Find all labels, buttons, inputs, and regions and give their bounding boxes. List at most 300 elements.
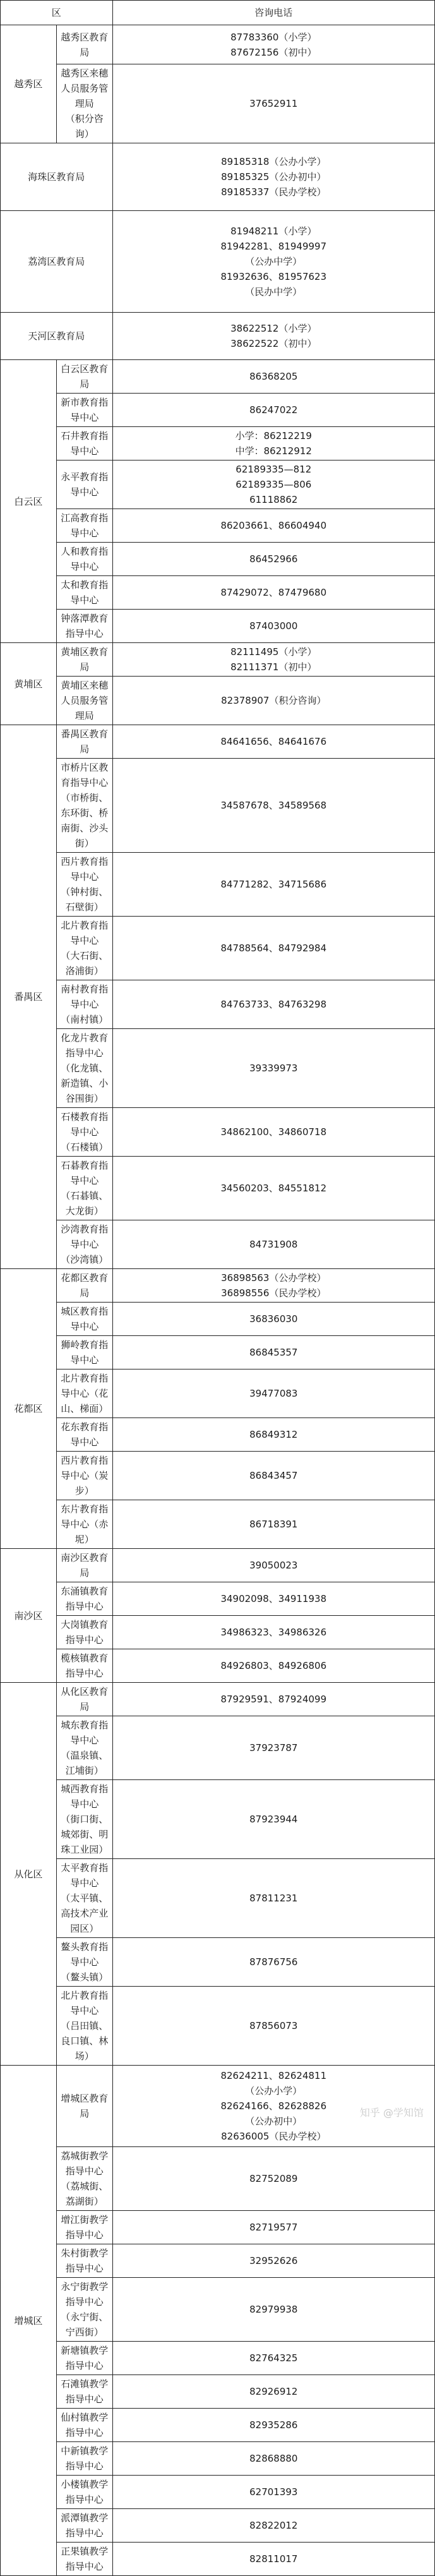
org-cell [56,1938,112,1987]
phone-cell [112,1500,434,1549]
table-row [1,1938,435,1987]
table-row [1,643,435,677]
org-cell [56,610,112,643]
phone-cell [112,2476,434,2509]
phone-cell [112,1220,434,1269]
phone-number: 87429072、87479680 [220,587,327,598]
org-cell [56,25,112,64]
table-row [1,917,435,980]
table-header-row [1,1,435,25]
org-cell [56,1336,112,1369]
org-name: （石楼镇） [61,1141,109,1153]
table-row [1,2442,435,2476]
org-cell [1,211,113,313]
org-name: （钟村街、石壁街） [61,886,109,913]
org-name: 正果镇教学指导中心 [61,2546,109,2572]
phone-number: 82111371（初中） [230,661,317,673]
org-name: 仙村镇教学指导中心 [61,2412,109,2438]
org-name: 钟落潭教育指导中心 [61,613,109,639]
phone-number: 86845357 [249,1347,298,1358]
org-cell [56,2342,112,2375]
org-name: 白云区教育局 [61,363,109,390]
table-row [1,2278,435,2342]
table-row [1,1716,435,1780]
org-name: 番禺区教育局 [61,728,109,755]
phone-number: 89185325（公办初中） [221,171,326,183]
table-row [1,1303,435,1336]
phone-number: 87856073 [249,2020,298,2031]
table-row [1,394,435,427]
phone-cell [112,2244,434,2278]
org-cell [56,1369,112,1418]
org-name: 狮岭教育指导中心 [61,1339,109,1366]
phone-cell [112,64,434,143]
table-row [1,576,435,610]
table-row [1,2375,435,2409]
org-name: 花东教育指导中心 [61,1421,109,1448]
phone-number: 82636005（民办学校） [221,2131,326,2142]
watermark: 知乎 @学知馆 [359,2107,424,2119]
table-row [1,1369,435,1418]
table-row [1,1418,435,1452]
phone-cell [112,1582,434,1616]
table-row [1,2211,435,2244]
phone-number: 84771282、34715686 [220,879,327,890]
org-cell [56,2409,112,2442]
org-cell [56,853,112,917]
org-cell [56,427,112,460]
org-cell [56,759,112,853]
phone-number: 81942281、81949997 [220,241,327,252]
phone-number: 89185318（公办小学） [221,156,326,167]
org-cell [56,1549,112,1582]
phone-number: 84788564、84792984 [220,942,327,954]
org-name: 西片教育指导中心 [61,856,109,882]
phone-cell [112,1716,434,1780]
phone-number: 82811017 [249,2553,298,2565]
org-name: （积分咨询） [65,113,104,140]
org-cell [56,2509,112,2543]
phone-cell [112,677,434,725]
org-name: 海珠区教育局 [28,171,85,183]
org-cell [56,1500,112,1549]
table-row [1,360,435,394]
org-cell [56,1418,112,1452]
phone-number: 82979938 [249,2304,298,2315]
table-row [1,1987,435,2066]
phone-cell [112,2211,434,2244]
org-name: 黄埔区来穗人员服务管理局 [61,680,109,721]
org-name: 鳌头教育指导中心 [61,1941,109,1968]
phone-cell [112,576,434,610]
org-cell [56,1029,112,1108]
org-name: 沙湾教育指导中心 [61,1224,109,1250]
header-phone: 咨询电话 [112,1,434,25]
phone-cell [112,2278,434,2342]
org-name: 荔湾区教育局 [28,256,85,267]
org-cell [56,543,112,576]
table-row [1,1029,435,1108]
org-name: （沙湾镇） [61,1254,109,1265]
phone-cell [112,1369,434,1418]
phone-number: 82935286 [249,2419,298,2431]
org-name: 派潭镇教学指导中心 [61,2512,109,2539]
phone-cell [112,1649,434,1683]
table-row [1,25,435,64]
phone-number: 34560203、84551812 [220,1183,327,1194]
org-cell [56,1582,112,1616]
org-cell [56,2442,112,2476]
org-name: 石楼教育指导中心 [61,1111,109,1138]
org-name: 北片教育指导中心 [61,920,109,946]
org-cell [56,980,112,1029]
table-row [1,1220,435,1269]
phone-cell [112,1987,434,2066]
phone-number: 34862100、34860718 [220,1126,327,1138]
phone-number: 36898563（公办学校） [221,1272,326,1284]
org-name: 人和教育指导中心 [61,546,109,572]
phone-number: 37923787 [249,1742,298,1754]
phone-number: 39339973 [249,1062,298,1074]
table-row [1,1582,435,1616]
phone-number: （公办初中） [245,2116,302,2127]
phone-cell [112,1269,434,1303]
table-row [1,427,435,460]
table-row [1,2543,435,2576]
table-row [1,1157,435,1220]
org-name: 南沙区教育局 [61,1552,109,1579]
org-cell [56,1157,112,1220]
table-row [1,1780,435,1859]
phone-cell [112,1452,434,1500]
org-cell [56,1780,112,1859]
org-cell [56,460,112,509]
org-name: （大石街、洛浦街） [61,950,109,977]
org-name: 从化区教育局 [61,1686,109,1712]
org-name: 大岗镇教育指导中心 [61,1619,109,1646]
phone-cell [112,2442,434,2476]
org-name: 江高教育指导中心 [61,512,109,539]
phone-cell [112,759,434,853]
phone-cell [112,1029,434,1108]
phone-cell [112,1157,434,1220]
phone-number: 82624166、82628826 [220,2100,327,2112]
phone-cell [112,917,434,980]
org-cell [56,2278,112,2342]
phone-number: 36836030 [249,1313,298,1325]
phone-cell [112,1303,434,1336]
org-name: 天河区教育局 [28,330,85,342]
org-name: 太平教育指导中心 [61,1862,109,1889]
phone-cell [112,211,434,313]
phone-cell [112,1549,434,1582]
org-cell [56,2066,112,2147]
table-row [1,759,435,853]
org-name: （街口街、城郊街、明珠工业园） [61,1814,109,1855]
table-row [1,1683,435,1716]
phone-number: 87876756 [249,1956,298,1968]
phone-number: 82624211、82624811 [220,2070,327,2081]
phone-number: （民办中学） [245,286,302,298]
phone-cell [112,427,434,460]
phone-cell [112,2147,434,2211]
table-row [1,211,435,313]
org-cell [56,1303,112,1336]
org-name: 东片教育指导中心（赤坭） [61,1503,109,1545]
phone-number: 84763733、84763298 [220,999,327,1010]
org-name: 南村教育指导中心 [61,984,109,1010]
district-cell: 增城区 [1,2066,57,2576]
phone-number: 84731908 [249,1239,298,1250]
table-row [1,1549,435,1582]
table-row [1,1500,435,1549]
table-row [1,1336,435,1369]
org-name: （化龙镇、新造镇、小谷围街） [61,1062,109,1104]
phone-cell [112,1683,434,1716]
phone-number: 62189335—812 [235,464,312,475]
org-cell [56,509,112,543]
table-row [1,313,435,360]
phone-number: 81932636、81957623 [220,271,327,282]
header-district: 区 [1,1,113,25]
phone-number: 84641656、84641676 [220,736,327,747]
phone-number: 37652911 [249,98,298,109]
org-name: 越秀区来穗人员服务管理局 [61,68,109,109]
phone-number: 87783360（小学） [230,31,317,43]
org-name: 榄核镇教育指导中心 [61,1652,109,1679]
org-cell [56,917,112,980]
org-name: 增江街教学指导中心 [61,2214,109,2241]
org-name: 永宁街教学指导中心 [61,2281,109,2308]
org-name: （太平镇、高技术产业园区） [61,1893,109,1934]
phone-number: 82719577 [249,2222,298,2233]
phone-number: 86843457 [249,1470,298,1481]
phone-number: 86247022 [249,404,298,416]
phone-number: 38622512（小学） [230,323,317,334]
phone-cell [112,725,434,759]
org-cell [56,360,112,394]
org-cell [56,2244,112,2278]
org-name: 永平教育指导中心 [61,471,109,498]
phone-number: 81948211（小学） [230,226,317,237]
phone-cell [112,1859,434,1938]
phone-number: 39477083 [249,1388,298,1399]
phone-number: 82378907（积分咨询） [221,695,326,706]
phone-cell [112,1938,434,1987]
district-cell: 南沙区 [1,1549,57,1683]
district-cell: 花都区 [1,1269,57,1549]
district-cell: 白云区 [1,360,57,643]
phone-number: 86452966 [249,553,298,565]
org-name: 石井教育指导中心 [61,430,109,457]
org-name: 东涌镇教育指导中心 [61,1586,109,1612]
table-row [1,725,435,759]
org-name: （吕田镇、良口镇、林场） [61,2020,109,2062]
table-row [1,509,435,543]
org-cell [56,2147,112,2211]
phone-cell [112,1418,434,1452]
org-cell [56,64,112,143]
org-name: 城区教育指导中心 [61,1306,109,1332]
table-row [1,1269,435,1303]
phone-number: （公办小学） [245,2085,302,2097]
table-row [1,543,435,576]
phone-number: 中学：86212912 [235,445,312,457]
phone-number: 87811231 [249,1893,298,1904]
table-row [1,2342,435,2375]
org-cell [56,1452,112,1500]
org-cell [56,2211,112,2244]
table-row [1,2147,435,2211]
phone-number: 82111495（小学） [230,646,317,658]
org-name: 石碁教育指导中心 [61,1160,109,1186]
phone-number: 小学：86212219 [235,430,312,442]
org-cell [56,2543,112,2576]
phone-cell [112,460,434,509]
phone-number: 86203661、86604940 [220,520,327,531]
org-name: 小楼镇教学指导中心 [61,2479,109,2505]
phone-number: 87923944 [249,1814,298,1825]
phone-cell [112,2375,434,2409]
table-row [1,2409,435,2442]
phone-number: 36898556（民办学校） [221,1287,326,1299]
org-name: 增城区教育局 [61,2093,109,2119]
district-cell: 黄埔区 [1,643,57,725]
org-cell [56,576,112,610]
org-cell [56,677,112,725]
org-cell [56,394,112,427]
org-cell [56,2375,112,2409]
phone-cell [112,2543,434,2576]
org-cell [56,2476,112,2509]
phone-number: 34587678、34589568 [220,800,327,811]
org-name: （温泉镇、江埔街） [61,1750,109,1776]
org-cell [56,1108,112,1157]
phone-number: 87672156（初中） [230,46,317,58]
phone-cell [112,2409,434,2442]
table-row [1,677,435,725]
phone-cell [112,543,434,576]
phone-cell [112,980,434,1029]
org-name: 朱村街教学指导中心 [61,2248,109,2274]
org-name: 太和教育指导中心 [61,579,109,606]
table-row [1,610,435,643]
phone-cell [112,1780,434,1859]
phone-number: 84926803、84926806 [220,1660,327,1671]
table-row [1,2509,435,2543]
table-row [1,64,435,143]
table-row [1,143,435,211]
org-name: （南村镇） [61,1014,109,1025]
org-name: 化龙片教育指导中心 [61,1032,109,1059]
org-cell [56,1616,112,1649]
table-row [1,1452,435,1500]
phone-cell [112,1336,434,1369]
org-name: 花都区教育局 [61,1272,109,1299]
org-cell [56,643,112,677]
org-name: 新塘镇教学指导中心 [61,2345,109,2371]
phone-number: 87929591、87924099 [220,1694,327,1705]
phone-number: 89185337（民办学校） [221,186,326,198]
phone-cell [112,610,434,643]
phone-number: 82752089 [249,2173,298,2184]
phone-cell [112,1616,434,1649]
table-row [1,1108,435,1157]
phone-number: （公办中学） [245,256,302,267]
org-name: 中新镇教学指导中心 [61,2445,109,2472]
phone-number: 86368205 [249,371,298,382]
phone-cell [112,1108,434,1157]
org-name: 北片教育指导中心（花山、梯面） [61,1373,109,1414]
phone-cell [112,509,434,543]
org-name: （石碁镇、大龙街） [61,1190,109,1217]
phone-number: 32952626 [249,2255,298,2266]
table-row [1,2476,435,2509]
org-name: 黄埔区教育局 [61,646,109,673]
org-cell [56,1716,112,1780]
phone-cell [112,853,434,917]
org-cell [56,725,112,759]
phone-number: 82764325 [249,2352,298,2364]
phone-cell [112,25,434,64]
org-name: 市桥片区教育指导中心 [61,762,109,788]
org-name: 越秀区教育局 [61,31,109,58]
table-row [1,2244,435,2278]
phone-number: 86718391 [249,1519,298,1530]
phone-cell [112,394,434,427]
table-row [1,1859,435,1938]
phone-number: 38622522（初中） [230,338,317,349]
org-name: 新市教育指导中心 [61,397,109,423]
org-name: 西片教育指导中心（炭步） [61,1455,109,1496]
phone-cell [112,313,434,360]
phone-number: 34986323、34986326 [220,1627,327,1638]
org-cell [56,1649,112,1683]
org-name: 荔城街教学指导中心 [61,2150,109,2177]
phone-number: 86849312 [249,1429,298,1440]
phone-number: 61118862 [249,494,298,505]
org-name: （鳌头镇） [61,1971,109,1983]
phone-number: 82868880 [249,2453,298,2464]
org-name: （永宁街、宁西街） [61,2311,109,2338]
district-cell: 从化区 [1,1683,57,2066]
district-cell: 越秀区 [1,25,57,143]
org-name: 城西教育指导中心 [61,1783,109,1810]
table-row [1,853,435,917]
phone-number: 82822012 [249,2520,298,2531]
table-row [1,460,435,509]
phone-number: 62701393 [249,2486,298,2498]
district-cell: 番禺区 [1,725,57,1269]
org-cell [56,1859,112,1938]
org-name: （市桥街、东环街、桥南街、沙头街） [61,792,109,849]
phone-cell [112,143,434,211]
phone-cell [112,2509,434,2543]
org-cell [56,1269,112,1303]
phone-number: 87403000 [249,620,298,632]
phone-cell [112,2342,434,2375]
org-cell [56,1683,112,1716]
phone-number: 82926912 [249,2386,298,2397]
org-name: 北片教育指导中心 [61,1990,109,2016]
org-cell [1,313,113,360]
phone-cell [112,643,434,677]
org-cell [56,1987,112,2066]
phone-number: 34902098、34911938 [220,1593,327,1604]
org-cell [56,1220,112,1269]
table-row [1,1649,435,1683]
phone-number: 62189335—806 [235,479,312,490]
